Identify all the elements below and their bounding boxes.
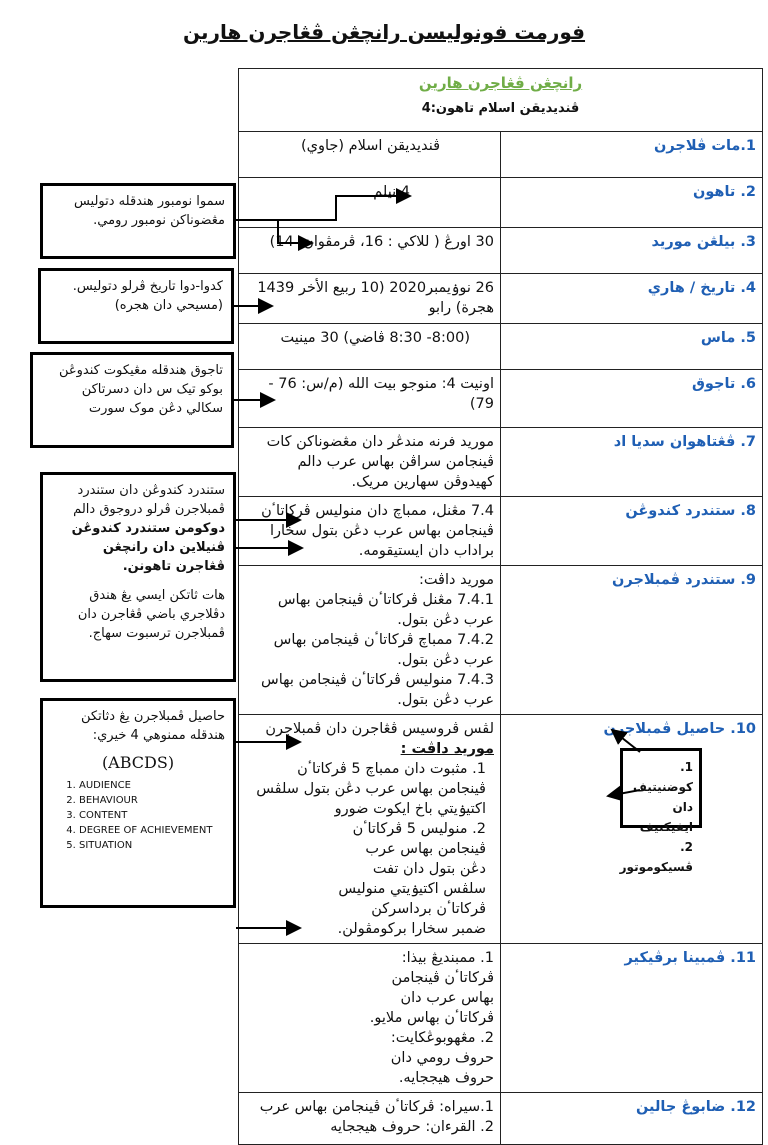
note-roman-numbers: سموا نومبور هندقله دتوليس مڠضوناکن نومبور رومي. xyxy=(40,183,236,259)
table-row xyxy=(239,1093,763,1145)
abcds-item: 2. BEHAVIOUR xyxy=(79,793,225,808)
note-abcds xyxy=(40,698,236,908)
row-label: 10. حاصيل ڤمبلاجرن xyxy=(501,715,763,944)
row-line: 2. منوليس 5 ڤرکاتاٴن ڤينجامن بهاس عرب دڠن بتول دان تفت سلڤس اکتيۏيتي منوليس ڤرکاتاٴن برداسرکن ضمبر سخارا برکومڤولن. xyxy=(337,821,486,937)
row-label: 11. ڤمبينا برڤيکير xyxy=(501,944,763,1093)
row-label: 5. ماس xyxy=(501,324,763,370)
row-label: 3. بيلڠن موريد xyxy=(501,228,763,274)
header-row xyxy=(239,69,763,132)
table-row xyxy=(239,944,763,1093)
outcome-intro-bold: موريد داڤت : xyxy=(400,741,494,757)
row-value xyxy=(239,566,501,715)
table-row xyxy=(239,428,763,497)
note-domains xyxy=(619,748,702,874)
row-line: 7.4.1 مڠنل ڤرکاتاٴن ڤينجامن بهاس عرب دڠن بتول. xyxy=(277,592,494,628)
row-line: 2. مڠهوبوڠکايت: حروف رومي دان حروف هيججايه. xyxy=(390,1030,494,1086)
row-value xyxy=(239,944,501,1093)
abcds-item: 5. SITUATION xyxy=(79,838,225,853)
abcds-item: 1. AUDIENCE xyxy=(79,778,225,793)
abcds-item: 4. DEGREE OF ACHIEVEMENT xyxy=(79,823,225,838)
row-value: 7.4 مڠنل، ممباچ دان منوليس ڤرکاتاٴن ڤينجامن بهاس عرب دڠن بتول سخارا براداب دان ايستيقومه. xyxy=(239,497,501,566)
table-row xyxy=(239,178,763,228)
note-abcds-text: حاصيل ڤمبلاجرن يڠ دثاتکن هندقله ممنوهي 4 خيري: xyxy=(81,709,225,743)
row-line: 2. القرءان: حروف هيججايه xyxy=(330,1119,494,1135)
header-subtitle: ڤنديديقن اسلام تاهون:4 xyxy=(421,101,580,116)
table-row xyxy=(239,132,763,178)
abcds-title: (ABCDS) xyxy=(101,753,175,772)
outcome-intro: لڤس ڤروسيس ڤڠاجرن دان ڤمبلاجرن xyxy=(265,721,494,737)
header-title: رانچڠن ڤڠاجرن هارين xyxy=(418,74,583,92)
table-row xyxy=(239,370,763,428)
note-dates: کدوا-دوا تاريخ ڤرلو دتوليس. (مسيحي دان هجره) xyxy=(38,268,234,344)
table-row xyxy=(239,566,763,715)
page-title: فورمت فونوليسن رانچڠن ڤڠاجرن هارين xyxy=(182,20,586,44)
lesson-plan-table xyxy=(238,68,763,1145)
row-label: 8. ستندرد کندوڠن xyxy=(501,497,763,566)
domain-item: 1. کوضنيتيف دان ايفيکتيف xyxy=(633,760,693,834)
note-standards: ستندرد کندوڠن دان ستندرد ڤمبلاجرن ڤرلو دروجوق دالم دوکومن ستندرد کندوڠن ڤنيلاين دان رانچڠن ڤڠاجرن تاهونن. هات ثاتکن ايسي يڠ هندق دڤلاجري باضي ڤڠاجرن دان ڤمبلاجرن ترسبوت سهاج. xyxy=(40,472,236,682)
domain-item: 2. ڤسيکوموتور xyxy=(619,840,693,874)
row-value: 26 نوۏيمبر2020 (10 ربيع الأخر 1439 هجرة) رابو xyxy=(239,274,501,324)
row-value: اونيت 4: منوجو بيت الله (م/س: 76 - 79) xyxy=(239,370,501,428)
row-label: 6. تاجوق xyxy=(501,370,763,428)
note-title: تاجوق هندقله مڠيکوت کندوڠن بوکو تيک س دان دسرتاکن سکالي دڠن موک سورت xyxy=(30,352,234,448)
row-line: 1.سيراه: ڤرکاتاٴن ڤينجامن بهاس عرب xyxy=(259,1099,494,1115)
row-line: 7.4.2 ممباچ ڤرکاتاٴن ڤينجامن بهاس عرب دڠن بتول. xyxy=(273,632,494,668)
row-value: 4 نيلم xyxy=(239,178,501,228)
row-line: 7.4.3 منوليس ڤرکاتاٴن ڤينجامن بهاس عرب دڠن بتول. xyxy=(261,672,494,708)
row-label: 1.مات ڤلاجرن xyxy=(501,132,763,178)
row-value xyxy=(239,715,501,944)
row-line xyxy=(245,719,494,759)
row-value: (8:00- 8:30 ڤاضي) 30 مينيت xyxy=(239,324,501,370)
note-standards-extra: هات ثاتکن ايسي يڠ هندق دڤلاجري باضي ڤڠاجرن دان ڤمبلاجرن ترسبوت سهاج. xyxy=(77,588,225,641)
note-standards-bold: دوکومن ستندرد کندوڠن ڤنيلاين دان رانچڠن ڤڠاجرن تاهونن. xyxy=(71,521,225,574)
table-row xyxy=(239,228,763,274)
table-row xyxy=(239,497,763,566)
table-row xyxy=(239,324,763,370)
row-label: 12. ضابوڠ جالين xyxy=(501,1093,763,1145)
row-value: 30 اورڠ ( للاكي : 16، ڤرمڤوان: 14) xyxy=(239,228,501,274)
row-label: 9. ستندرد ڤمبلاجرن xyxy=(501,566,763,715)
row-label: 2. تاهون xyxy=(501,178,763,228)
row-value: موريد فرنه مندڠر دان مڠضوناکن کات ڤينجامن سراڤن بهاس عرب دالم کهيدوڤن سهارين مريک. xyxy=(239,428,501,497)
abcds-item: 3. CONTENT xyxy=(79,808,225,823)
header-cell xyxy=(239,69,763,132)
table-row xyxy=(239,274,763,324)
abcds-list xyxy=(51,778,225,853)
row-line: 1. مثبوت دان ممباچ 5 ڤرکاتاٴن ڤينجامن بهاس عرب دڠن بتول سلڤس اکتيۏيتي باخ ايکوت ضورو xyxy=(256,761,486,817)
row-label: 7. ڤڠتاهوان سديا اد xyxy=(501,428,763,497)
row-line: موريد داڤت: xyxy=(418,572,494,588)
row-value xyxy=(239,1093,501,1145)
row-label: 4. تاريخ / هاري xyxy=(501,274,763,324)
row-line: 1. ممبنديڠ بيذا: ڤرکاتاٴن ڤينجامن بهاس عرب دان ڤرکاتاٴن بهاس ملايو. xyxy=(369,950,494,1026)
row-value: ڤنديديقن اسلام (جاوي) xyxy=(239,132,501,178)
